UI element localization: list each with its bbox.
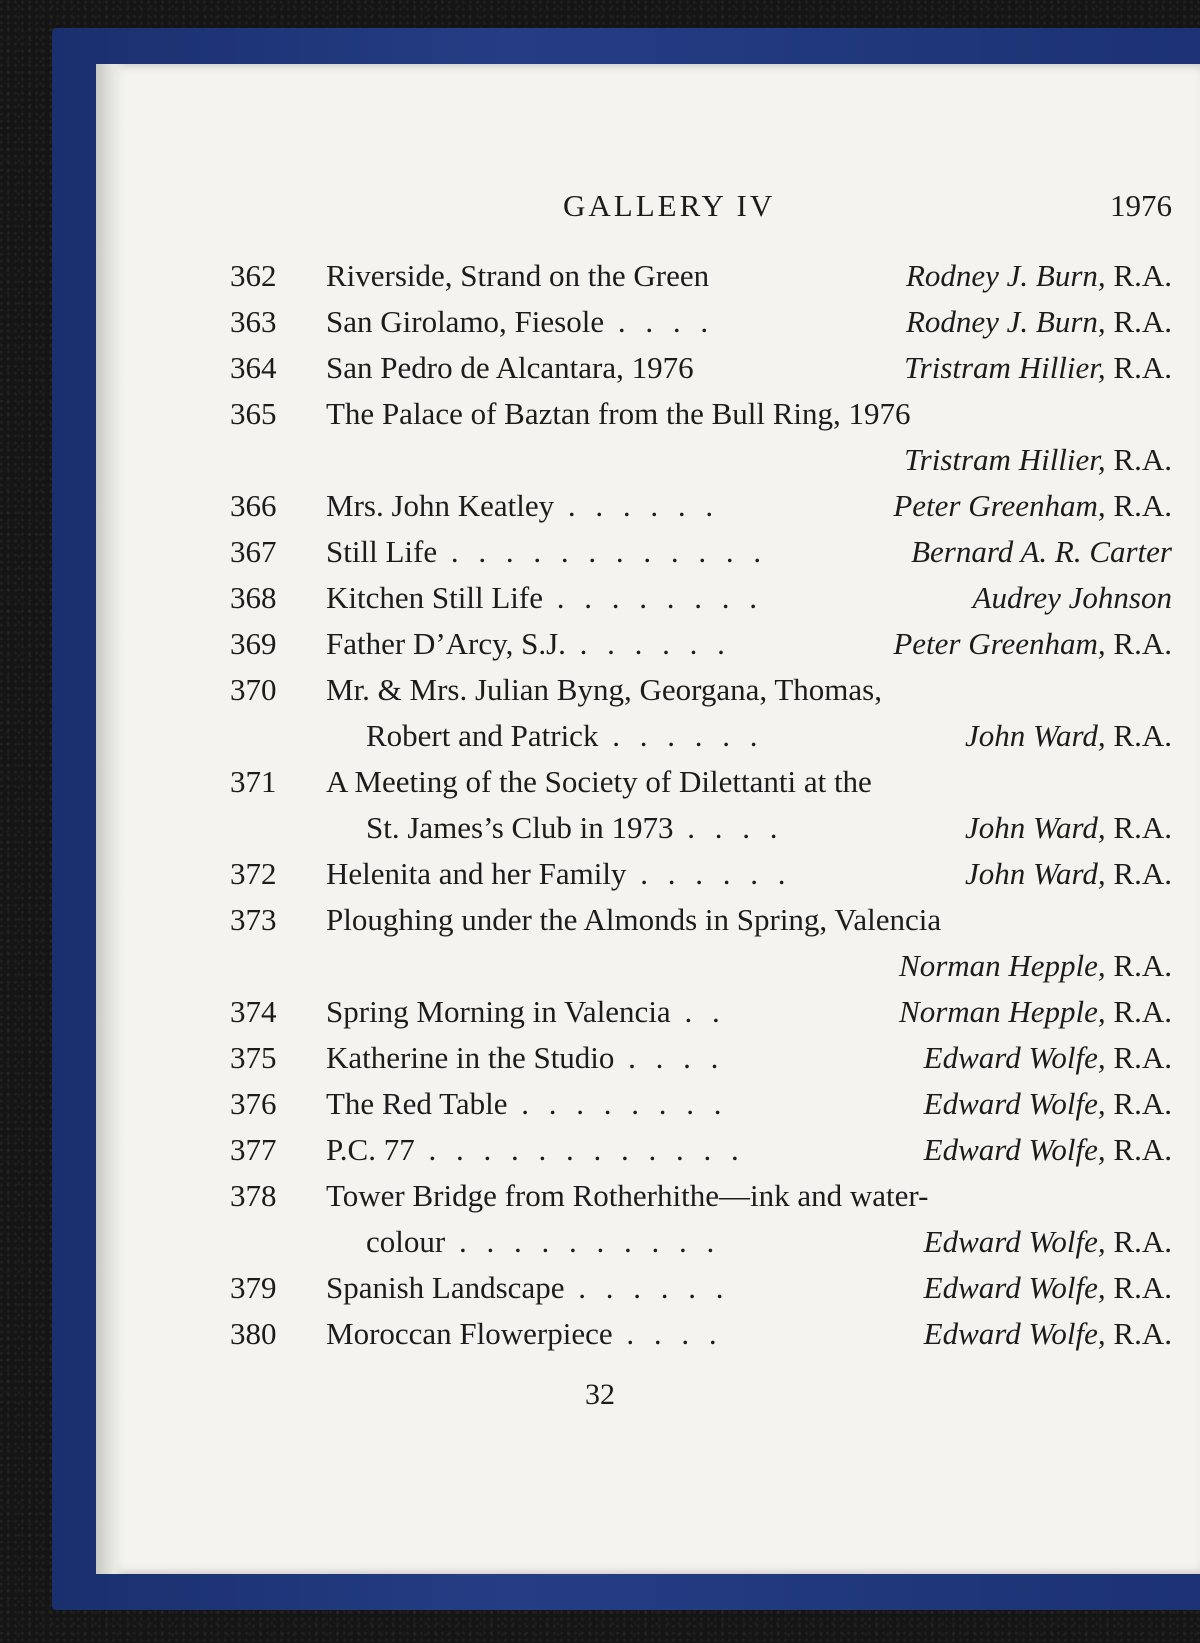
continuation-text: St. James’s Club in 1973 <box>366 810 674 845</box>
entry-continuation-line <box>230 437 1172 483</box>
leader-dots: . . . . . . <box>564 1270 730 1305</box>
continuation-text: Robert and Patrick <box>366 718 599 753</box>
catalogue-entry <box>230 1265 1172 1311</box>
entry-line <box>230 483 1172 529</box>
artist-credit <box>924 1311 1172 1357</box>
gallery-title: GALLERY IV <box>563 188 776 223</box>
page-number: 32 <box>585 1378 615 1411</box>
artist-name: Norman Hepple, <box>899 994 1106 1029</box>
continuation-text: colour <box>366 1224 446 1259</box>
entry-number: 380 <box>230 1316 277 1351</box>
entry-number: 364 <box>230 350 277 385</box>
catalogue-entry <box>230 575 1172 621</box>
artist-name: Edward Wolfe, <box>923 1132 1106 1167</box>
artist-name: Peter Greenham, <box>893 626 1106 661</box>
entry-number: 367 <box>230 534 277 569</box>
artist-credit <box>906 299 1172 345</box>
entry-title <box>326 299 714 345</box>
catalogue-entry <box>230 667 1172 759</box>
entry-title-continuation <box>366 1219 720 1265</box>
entry-title-text: San Pedro de Alcantara, 1976 <box>326 350 694 385</box>
artist-credit <box>924 1219 1172 1265</box>
entry-number: 369 <box>230 626 277 661</box>
entry-line <box>230 667 1172 713</box>
leader-dots: . . . . . . <box>598 718 764 753</box>
leader-dots: . . . . . . <box>565 626 731 661</box>
leader-dots: . . . . . . <box>554 488 720 523</box>
artist-credit <box>911 529 1172 575</box>
entry-line <box>230 575 1172 621</box>
artist-suffix: R.A. <box>1105 718 1172 753</box>
artist-name: Rodney J. Burn, <box>905 258 1106 293</box>
artist-suffix: R.A. <box>1105 626 1172 661</box>
entry-number: 375 <box>230 1040 277 1075</box>
leader-dots: . . <box>670 994 726 1029</box>
artist-credit <box>904 437 1172 483</box>
entry-number: 376 <box>230 1086 277 1121</box>
catalogue-entry <box>230 1173 1172 1265</box>
leader-dots: . . . . <box>673 810 784 845</box>
entry-line <box>230 253 1172 299</box>
artist-credit <box>973 575 1172 621</box>
entry-number: 368 <box>230 580 277 615</box>
artist-name: Edward Wolfe, <box>923 1040 1106 1075</box>
artist-suffix: R.A. <box>1105 994 1172 1029</box>
catalogue-entry <box>230 391 1172 483</box>
entry-title <box>326 575 763 621</box>
artist-name: Edward Wolfe, <box>923 1270 1106 1305</box>
catalogue-entry <box>230 621 1172 667</box>
entry-title <box>326 1035 724 1081</box>
entry-continuation-line <box>230 713 1172 759</box>
artist-name: Tristram Hillier, <box>904 350 1106 385</box>
entry-number: 370 <box>230 672 277 707</box>
entry-line <box>230 851 1172 897</box>
catalogue-entry <box>230 759 1172 851</box>
entry-title <box>326 897 941 943</box>
entry-line <box>230 1081 1172 1127</box>
leader-dots: . . . . . . . . <box>542 580 763 615</box>
leader-dots: . . . . . . <box>626 856 792 891</box>
entry-title-text: A Meeting of the Society of Dilettanti at the <box>326 764 872 799</box>
entry-title-text: Father D’Arcy, S.J. <box>326 626 566 661</box>
artist-name: Norman Hepple, <box>899 948 1106 983</box>
entry-title <box>326 345 694 391</box>
catalogue-entry <box>230 897 1172 989</box>
entry-title-text: Spanish Landscape <box>326 1270 565 1305</box>
leader-dots: . . . . . . . . . . <box>445 1224 721 1259</box>
entry-title <box>326 1173 928 1219</box>
artist-credit <box>965 805 1172 851</box>
entry-number: 363 <box>230 304 277 339</box>
leader-dots: . . . . <box>604 304 715 339</box>
entry-continuation-line <box>230 805 1172 851</box>
catalogue-entry <box>230 1081 1172 1127</box>
catalogue-entry <box>230 851 1172 897</box>
artist-suffix: R.A. <box>1105 1316 1172 1351</box>
artist-name: Edward Wolfe, <box>923 1316 1106 1351</box>
entry-title-text: Spring Morning in Valencia <box>326 994 671 1029</box>
entry-number: 366 <box>230 488 277 523</box>
entry-line <box>230 759 1172 805</box>
entry-line <box>230 1311 1172 1357</box>
catalogue-entries <box>230 253 1172 1357</box>
catalogue-entry <box>230 1035 1172 1081</box>
entry-title <box>326 621 731 667</box>
artist-suffix: R.A. <box>1105 1224 1172 1259</box>
entry-title <box>326 1127 745 1173</box>
artist-suffix: R.A. <box>1105 488 1172 523</box>
entry-title-continuation <box>366 805 783 851</box>
entry-title-text: Helenita and her Family <box>326 856 627 891</box>
entry-number: 373 <box>230 902 277 937</box>
entry-line <box>230 1127 1172 1173</box>
entry-title-text: Moroccan Flowerpiece <box>326 1316 613 1351</box>
entry-title-continuation <box>366 713 763 759</box>
catalogue-entry <box>230 529 1172 575</box>
artist-credit <box>924 1127 1172 1173</box>
artist-credit <box>924 1081 1172 1127</box>
entry-title-text: Katherine in the Studio <box>326 1040 615 1075</box>
leader-dots: . . . . . . . . . . . . <box>414 1132 745 1167</box>
entry-title-text: Riverside, Strand on the Green <box>326 258 710 293</box>
catalogue-entry <box>230 253 1172 299</box>
artist-name: Audrey Johnson <box>972 580 1172 615</box>
catalogue-entry <box>230 1311 1172 1357</box>
entry-number: 371 <box>230 764 277 799</box>
artist-credit <box>965 713 1172 759</box>
artist-suffix: R.A. <box>1105 856 1172 891</box>
artist-suffix: R.A. <box>1105 1086 1172 1121</box>
leader-dots: . . . . <box>612 1316 723 1351</box>
entry-line <box>230 621 1172 667</box>
entry-line <box>230 1035 1172 1081</box>
entry-title-text: The Palace of Baztan from the Bull Ring, 1976 <box>326 396 911 431</box>
catalogue-entry <box>230 1127 1172 1173</box>
entry-line <box>230 897 1172 943</box>
entry-title <box>326 989 726 1035</box>
artist-name: Peter Greenham, <box>893 488 1106 523</box>
entry-line <box>230 1265 1172 1311</box>
artist-credit <box>904 345 1172 391</box>
entry-number: 362 <box>230 258 277 293</box>
artist-suffix: R.A. <box>1105 1132 1172 1167</box>
entry-number: 378 <box>230 1178 277 1213</box>
entry-title <box>326 851 791 897</box>
artist-suffix: R.A. <box>1105 304 1172 339</box>
entry-continuation-line <box>230 943 1172 989</box>
running-header <box>0 188 1200 232</box>
entry-title-text: Still Life <box>326 534 438 569</box>
leader-dots: . . . . <box>614 1040 725 1075</box>
artist-suffix: R.A. <box>1105 258 1172 293</box>
entry-title-text: Mr. & Mrs. Julian Byng, Georgana, Thomas, <box>326 672 882 707</box>
artist-suffix: R.A. <box>1105 810 1172 845</box>
catalogue-entry <box>230 483 1172 529</box>
artist-credit <box>893 621 1172 667</box>
entry-title <box>326 391 911 437</box>
artist-name: Edward Wolfe, <box>923 1086 1106 1121</box>
entry-title-text: Ploughing under the Almonds in Spring, Valencia <box>326 902 942 937</box>
artist-suffix: R.A. <box>1105 442 1172 477</box>
catalogue-entry <box>230 299 1172 345</box>
entry-title-text: Tower Bridge from Rotherhithe—ink and water- <box>326 1178 929 1213</box>
artist-name: Bernard A. R. Carter <box>911 534 1172 569</box>
entry-title <box>326 667 882 713</box>
entry-title <box>326 483 719 529</box>
entry-line <box>230 299 1172 345</box>
entry-title <box>326 529 767 575</box>
artist-name: John Ward, <box>965 856 1106 891</box>
artist-suffix: R.A. <box>1105 1040 1172 1075</box>
entry-number: 379 <box>230 1270 277 1305</box>
catalogue-entry <box>230 345 1172 391</box>
artist-name: John Ward, <box>965 718 1106 753</box>
entry-title-text: The Red Table <box>326 1086 508 1121</box>
artist-suffix: R.A. <box>1105 350 1172 385</box>
entry-title-text: Kitchen Still Life <box>326 580 543 615</box>
leader-dots: . . . . . . . . <box>507 1086 728 1121</box>
artist-credit <box>906 253 1172 299</box>
page-gutter-shadow <box>96 64 126 1574</box>
entry-line <box>230 1173 1172 1219</box>
catalogue-entry <box>230 989 1172 1035</box>
entry-title <box>326 759 872 805</box>
entry-title <box>326 1081 727 1127</box>
artist-suffix: R.A. <box>1105 948 1172 983</box>
entry-number: 374 <box>230 994 277 1029</box>
artist-credit <box>965 851 1172 897</box>
artist-credit <box>924 1265 1172 1311</box>
entry-title <box>326 1265 729 1311</box>
entry-title-text: Mrs. John Keatley <box>326 488 555 523</box>
artist-credit <box>899 943 1172 989</box>
artist-suffix: R.A. <box>1105 1270 1172 1305</box>
entry-title <box>326 1311 723 1357</box>
artist-name: John Ward, <box>965 810 1106 845</box>
entry-number: 372 <box>230 856 277 891</box>
entry-line <box>230 391 1172 437</box>
artist-credit <box>924 1035 1172 1081</box>
entry-number: 377 <box>230 1132 277 1167</box>
entry-number: 365 <box>230 396 277 431</box>
entry-title-text: San Girolamo, Fiesole <box>326 304 605 339</box>
artist-name: Edward Wolfe, <box>923 1224 1106 1259</box>
entry-line <box>230 989 1172 1035</box>
header-year: 1976 <box>1110 188 1172 223</box>
entry-title-text: P.C. 77 <box>326 1132 415 1167</box>
entry-title <box>326 253 709 299</box>
entry-line <box>230 529 1172 575</box>
leader-dots: . . . . . . . . . . . . <box>437 534 768 569</box>
artist-credit <box>893 483 1172 529</box>
artist-name: Rodney J. Burn, <box>905 304 1106 339</box>
artist-name: Tristram Hillier, <box>904 442 1106 477</box>
artist-credit <box>899 989 1172 1035</box>
entry-continuation-line <box>230 1219 1172 1265</box>
entry-line <box>230 345 1172 391</box>
